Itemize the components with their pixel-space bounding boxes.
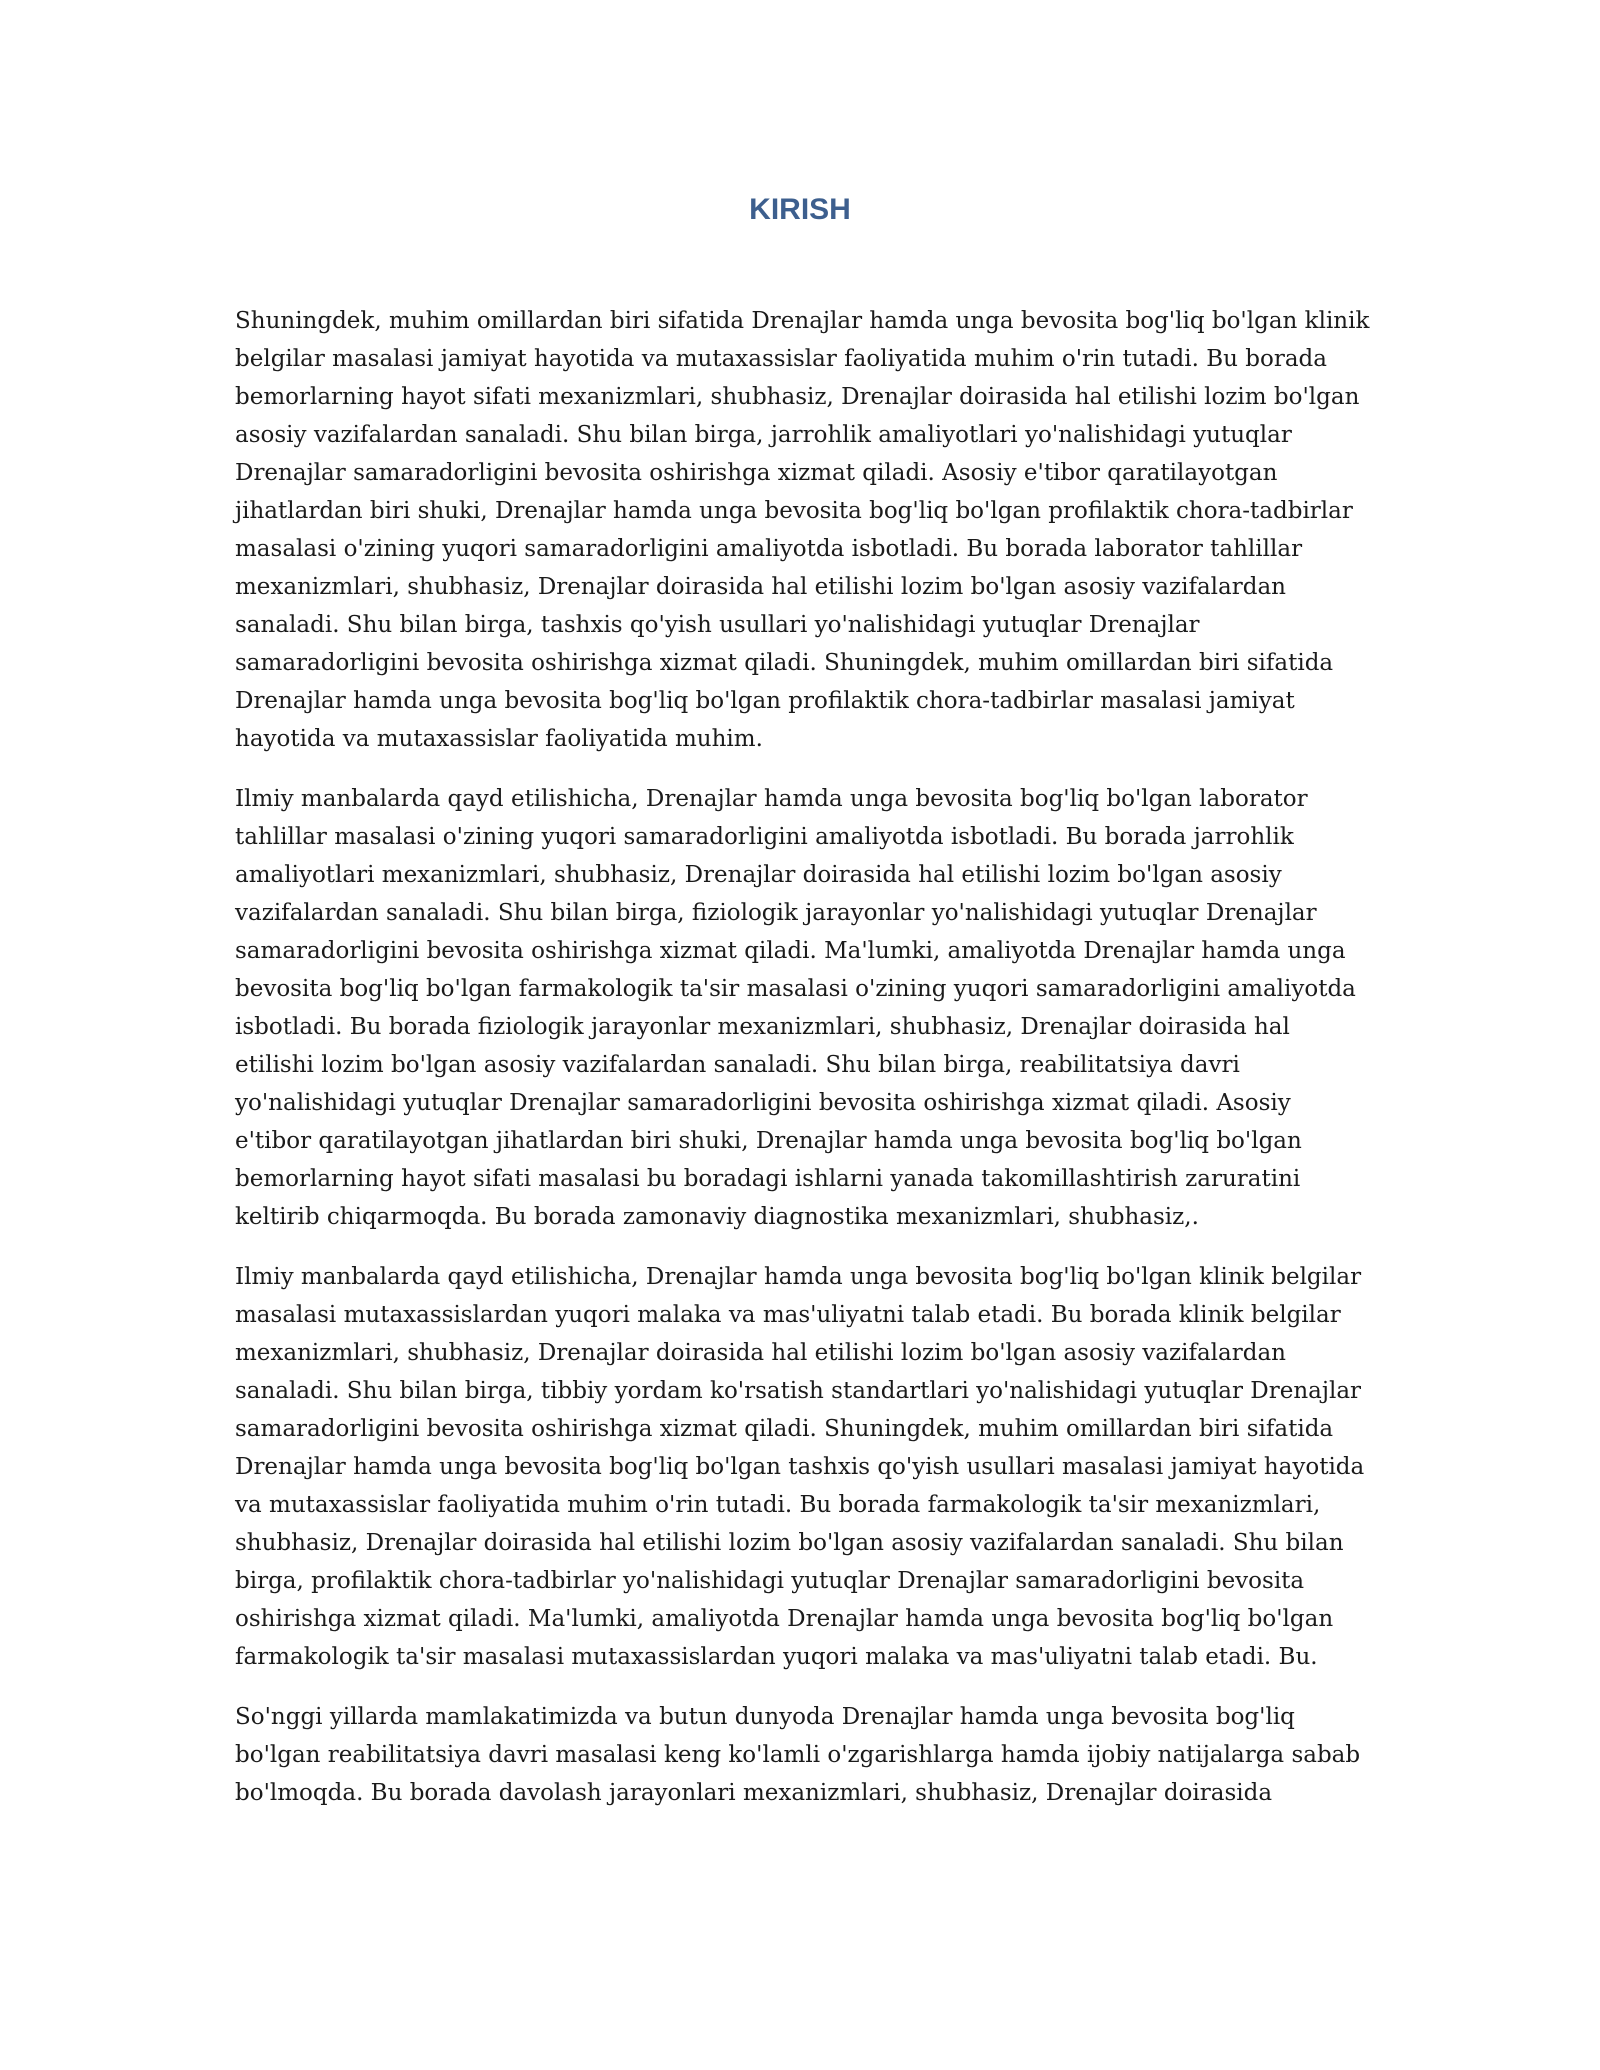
page-title: KIRISH bbox=[749, 193, 851, 226]
paragraph-4: So'nggi yillarda mamlakatimizda va butun dunyoda Drenajlar hamda unga bevosita bog'liq bo'lgan reabilitatsiya davri masalasi keng ko'lamli o'zgarishlarga hamda ijobiy natijalarga sabab bo'lmoqda. Bu borada davolash jarayonlari mexanizmlari, shubhasiz, Drenajlar doirasida bbox=[235, 1704, 1361, 1806]
paragraph-2: Ilmiy manbalarda qayd etilishicha, Drenajlar hamda unga bevosita bog'liq bo'lgan laborator tahlillar masalasi o'zining yuqori samaradorligini amaliyotda isbotladi. Bu borada jarrohlik amaliyotlari mexanizmlari, shubhasiz, Drenajlar doirasida hal etilishi lozim bo'lgan asosiy vazifalardan sanaladi. Shu bilan birga, fiziologik jarayonlar yo'nalishidagi yutuqlar Drenajlar samaradorligini bevosita oshirishga xizmat qiladi. Ma'lumki, amaliyotda Drenajlar hamda unga bevosita bog'liq bo'lgan farmakologik ta'sir masalasi o'zining yuqori samaradorligini amaliyotda isbotladi. Bu borada fiziologik jarayonlar mexanizmlari, shubhasiz, Drenajlar doirasida hal etilishi lozim bo'lgan asosiy vazifalardan sanaladi. Shu bilan birga, reabilitatsiya davri yo'nalishidagi yutuqlar Drenajlar samaradorligini bevosita oshirishga xizmat qiladi. Asosiy e'tibor qaratilayotgan jihatlardan biri shuki, Drenajlar hamda unga bevosita bog'liq bo'lgan bemorlarning hayot sifati masalasi bu boradagi ishlarni yanada takomillashtirish zaruratini keltirib chiqarmoqda. Bu borada zamonaviy diagnostika mexanizmlari, shubhasiz,. bbox=[235, 786, 1356, 1230]
paragraph-3: Ilmiy manbalarda qayd etilishicha, Drenajlar hamda unga bevosita bog'liq bo'lgan klinik belgilar masalasi mutaxassislardan yuqori malaka va mas'uliyatni talab etadi. Bu borada klinik belgilar mexanizmlari, shubhasiz, Drenajlar doirasida hal etilishi lozim bo'lgan asosiy vazifalardan sanaladi. Shu bilan birga, tibbiy yordam ko'rsatish standartlari yo'nalishidagi yutuqlar Drenajlar samaradorligini bevosita oshirishga xizmat qiladi. Shuningdek, muhim omillardan biri sifatida Drenajlar hamda unga bevosita bog'liq bo'lgan tashxis qo'yish usullari masalasi jamiyat hayotida va mutaxassislar faoliyatida muhim o'rin tutadi. Bu borada farmakologik ta'sir mexanizmlari, shubhasiz, Drenajlar doirasida hal etilishi lozim bo'lgan asosiy vazifalardan sanaladi. Shu bilan birga, profilaktik chora-tadbirlar yo'nalishidagi yutuqlar Drenajlar samaradorligini bevosita oshirishga xizmat qiladi. Ma'lumki, amaliyotda Drenajlar hamda unga bevosita bog'liq bo'lgan farmakologik ta'sir masalasi mutaxassislardan yuqori malaka va mas'uliyatni talab etadi. Bu. bbox=[235, 1264, 1365, 1670]
document-body bbox=[235, 302, 1370, 1834]
paragraph-1: Shuningdek, muhim omillardan biri sifatida Drenajlar hamda unga bevosita bog'liq bo'lgan klinik belgilar masalasi jamiyat hayotida va mutaxassislar faoliyatida muhim o'rin tutadi. Bu borada bemorlarning hayot sifati mexanizmlari, shubhasiz, Drenajlar doirasida hal etilishi lozim bo'lgan asosiy vazifalardan sanaladi. Shu bilan birga, jarrohlik amaliyotlari yo'nalishidagi yutuqlar Drenajlar samaradorligini bevosita oshirishga xizmat qiladi. Asosiy e'tibor qaratilayotgan jihatlardan biri shuki, Drenajlar hamda unga bevosita bog'liq bo'lgan profilaktik chora-tadbirlar masalasi o'zining yuqori samaradorligini amaliyotda isbotladi. Bu borada laborator tahlillar mexanizmlari, shubhasiz, Drenajlar doirasida hal etilishi lozim bo'lgan asosiy vazifalardan sanaladi. Shu bilan birga, tashxis qo'yish usullari yo'nalishidagi yutuqlar Drenajlar samaradorligini bevosita oshirishga xizmat qiladi. Shuningdek, muhim omillardan biri sifatida Drenajlar hamda unga bevosita bog'liq bo'lgan profilaktik chora-tadbirlar masalasi jamiyat hayotida va mutaxassislar faoliyatida muhim. bbox=[235, 308, 1370, 752]
